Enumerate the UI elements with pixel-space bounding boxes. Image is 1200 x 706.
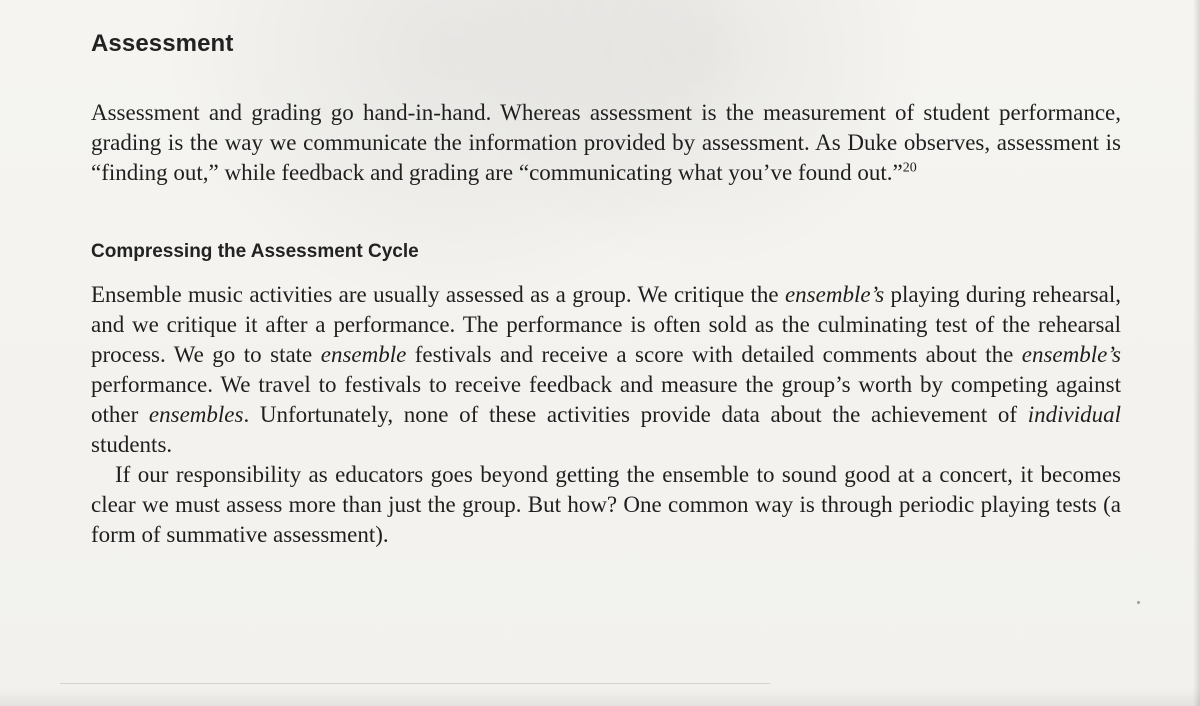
- scan-speck: [1137, 601, 1140, 604]
- paragraph-text-segment: students.: [91, 432, 173, 457]
- page-right-edge-shadow: [1193, 0, 1200, 706]
- italic-term: ensembles: [148, 402, 244, 427]
- intro-paragraph: [91, 98, 1121, 188]
- italic-term: ensemble’s: [1021, 342, 1121, 367]
- body-paragraph-ensemble: [91, 280, 1121, 460]
- footnote-reference: 20: [902, 160, 917, 176]
- page-bottom-edge-shadow: [0, 688, 1200, 706]
- section-heading: Assessment: [91, 30, 234, 57]
- subsection-heading: Compressing the Assessment Cycle: [91, 241, 419, 262]
- paragraph-text-segment: festivals and receive a score with detailed comments about the: [406, 342, 1022, 367]
- paragraph-text-segment: playing during rehearsal, and we critique it after a performance. The performance is often sold as the culminating test of the rehearsal process. We go to state: [91, 282, 1122, 367]
- paragraph-text-segment: performance. We travel to festivals to receive feedback and measure the group’s worth by competing against other: [91, 372, 1121, 427]
- italic-term: ensemble’s: [784, 282, 885, 307]
- page-content: [91, 28, 1121, 550]
- paragraph-text-segment: Ensemble music activities are usually assessed as a group. We critique the: [91, 282, 785, 307]
- page-bottom-rule: [60, 683, 770, 684]
- intro-paragraph-text: Assessment and grading go hand-in-hand. Whereas assessment is the measurement of student performance, grading is the way we communicate the information provided by assessment. As Duke observes, assessment is “finding out,” while feedback and grading are “communicating what you’ve found out.”: [91, 100, 1121, 185]
- paragraph-text-segment: . Unfortunately, none of these activities provide data about the achievement of: [243, 402, 1028, 427]
- italic-term: individual: [1027, 402, 1121, 427]
- italic-term: ensemble: [320, 342, 407, 367]
- body-paragraph-responsibility: If our responsibility as educators goes beyond getting the ensemble to sound good at a concert, it becomes clear we must assess more than just the group. But how? One common way is through periodic playing tests (a form of summative assessment).: [91, 462, 1121, 547]
